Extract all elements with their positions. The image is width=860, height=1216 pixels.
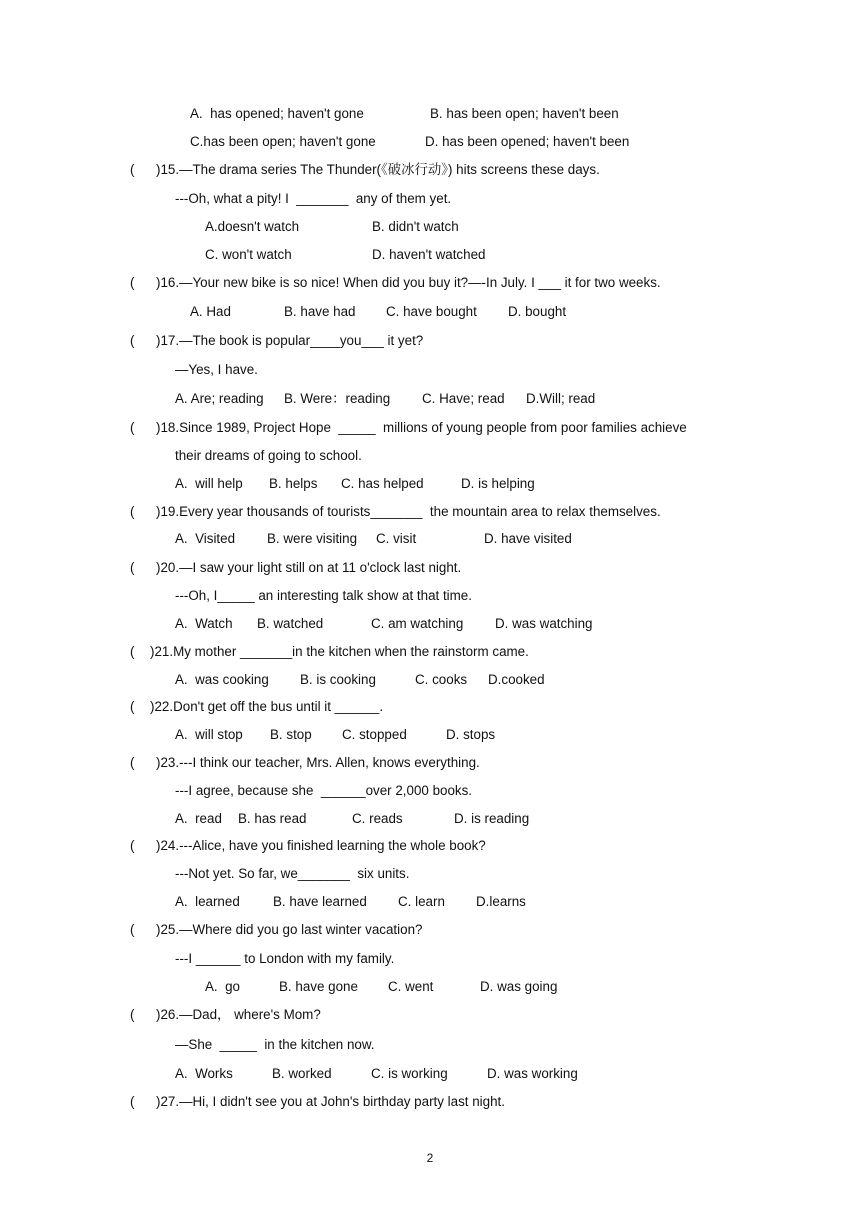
answer-paren: ( bbox=[130, 162, 135, 177]
option-line: A. Watch bbox=[175, 616, 233, 631]
option-line: D. was watching bbox=[495, 616, 593, 631]
option-line: A.doesn't watch bbox=[205, 219, 300, 234]
question-line: )22.Don't get off the bus until it ______. bbox=[150, 699, 384, 714]
option-line: C. stopped bbox=[342, 727, 407, 742]
question-line: ---I ______ to London with my family. bbox=[175, 951, 395, 966]
option-line: C. am watching bbox=[371, 616, 464, 631]
option-line: A. will stop bbox=[175, 727, 243, 742]
option-line: C. learn bbox=[398, 894, 445, 909]
question-line: )15.—The drama series The Thunder(《破冰行动》) hits screens these days. bbox=[156, 162, 600, 177]
option-line: A. was cooking bbox=[175, 672, 269, 687]
option-line: D. stops bbox=[446, 727, 496, 742]
option-line: A. go bbox=[205, 979, 240, 994]
option-line: C. cooks bbox=[415, 672, 468, 687]
answer-paren: ( bbox=[130, 838, 135, 853]
option-line: D. is reading bbox=[454, 811, 530, 826]
option-line: A. Works bbox=[175, 1066, 233, 1081]
answer-paren: ( bbox=[130, 699, 135, 714]
page-number: 2 bbox=[426, 1151, 434, 1165]
option-line: C. Have; read bbox=[422, 391, 505, 406]
option-line: C. has helped bbox=[341, 476, 424, 491]
question-line: )20.—I saw your light still on at 11 o'clock last night. bbox=[156, 560, 462, 575]
question-line: ---Oh, what a pity! I _______ any of them yet. bbox=[175, 191, 452, 206]
option-line: D.cooked bbox=[488, 672, 545, 687]
answer-paren: ( bbox=[130, 644, 135, 659]
option-line: B. has been open; haven't been bbox=[430, 106, 619, 121]
option-line: A. Are; reading bbox=[175, 391, 264, 406]
answer-paren: ( bbox=[130, 275, 135, 290]
question-line: )26.—Dad， where's Mom? bbox=[156, 1007, 321, 1022]
option-line: C. have bought bbox=[386, 304, 477, 319]
question-line: )24.---Alice, have you finished learning the whole book? bbox=[156, 838, 486, 853]
option-line: C. reads bbox=[352, 811, 403, 826]
option-line: A. will help bbox=[175, 476, 243, 491]
option-line: B. watched bbox=[257, 616, 324, 631]
option-line: B. worked bbox=[272, 1066, 332, 1081]
question-line: ---Oh, I_____ an interesting talk show at that time. bbox=[175, 588, 472, 603]
option-line: B. Were：reading bbox=[284, 391, 391, 406]
question-line: —Yes, I have. bbox=[175, 362, 258, 377]
question-line: )18.Since 1989, Project Hope _____ millions of young people from poor families achieve bbox=[156, 420, 687, 435]
option-line: B. have gone bbox=[279, 979, 358, 994]
answer-paren: ( bbox=[130, 922, 135, 937]
option-line: A. Visited bbox=[175, 531, 236, 546]
option-line: D.learns bbox=[476, 894, 526, 909]
option-line: A. Had bbox=[190, 304, 231, 319]
option-line: B. is cooking bbox=[300, 672, 376, 687]
question-line: )23.---I think our teacher, Mrs. Allen, knows everything. bbox=[156, 755, 480, 770]
option-line: B. didn't watch bbox=[372, 219, 459, 234]
answer-paren: ( bbox=[130, 1007, 135, 1022]
option-line: D. has been opened; haven't been bbox=[425, 134, 630, 149]
option-line: C. went bbox=[388, 979, 434, 994]
option-line: B. has read bbox=[238, 811, 307, 826]
option-line: B. were visiting bbox=[267, 531, 358, 546]
answer-paren: ( bbox=[130, 420, 135, 435]
option-line: C. visit bbox=[376, 531, 417, 546]
option-line: B. have had bbox=[284, 304, 356, 319]
question-line: their dreams of going to school. bbox=[175, 448, 362, 463]
option-line: C. is working bbox=[371, 1066, 448, 1081]
answer-paren: ( bbox=[130, 560, 135, 575]
option-line: D. haven't watched bbox=[372, 247, 486, 262]
option-line: D. was working bbox=[487, 1066, 578, 1081]
question-line: —She _____ in the kitchen now. bbox=[175, 1037, 375, 1052]
option-line: D. have visited bbox=[484, 531, 572, 546]
question-line: )19.Every year thousands of tourists_______ the mountain area to relax themselves. bbox=[156, 504, 661, 519]
option-line: D. bought bbox=[508, 304, 567, 319]
option-line: D. was going bbox=[480, 979, 558, 994]
question-line: )27.—Hi, I didn't see you at John's birthday party last night. bbox=[156, 1094, 505, 1109]
question-line: )16.—Your new bike is so nice! When did you buy it?—-In July. I ___ it for two weeks. bbox=[156, 275, 661, 290]
option-line: A. has opened; haven't gone bbox=[190, 106, 364, 121]
option-line: A. learned bbox=[175, 894, 240, 909]
option-line: A. read bbox=[175, 811, 222, 826]
answer-paren: ( bbox=[130, 755, 135, 770]
option-line: B. helps bbox=[269, 476, 318, 491]
question-line: ---Not yet. So far, we_______ six units. bbox=[175, 866, 410, 881]
option-line: B. have learned bbox=[273, 894, 367, 909]
option-line: C.has been open; haven't gone bbox=[190, 134, 376, 149]
answer-paren: ( bbox=[130, 1094, 135, 1109]
question-line: )17.—The book is popular____you___ it yet? bbox=[156, 333, 424, 348]
option-line: B. stop bbox=[270, 727, 312, 742]
option-line: D. is helping bbox=[461, 476, 535, 491]
answer-paren: ( bbox=[130, 333, 135, 348]
question-line: )25.—Where did you go last winter vacation? bbox=[156, 922, 423, 937]
answer-paren: ( bbox=[130, 504, 135, 519]
option-line: C. won't watch bbox=[205, 247, 292, 262]
option-line: D.Will; read bbox=[526, 391, 596, 406]
question-line: )21.My mother _______in the kitchen when the rainstorm came. bbox=[150, 644, 529, 659]
question-line: ---I agree, because she ______over 2,000 books. bbox=[175, 783, 473, 798]
